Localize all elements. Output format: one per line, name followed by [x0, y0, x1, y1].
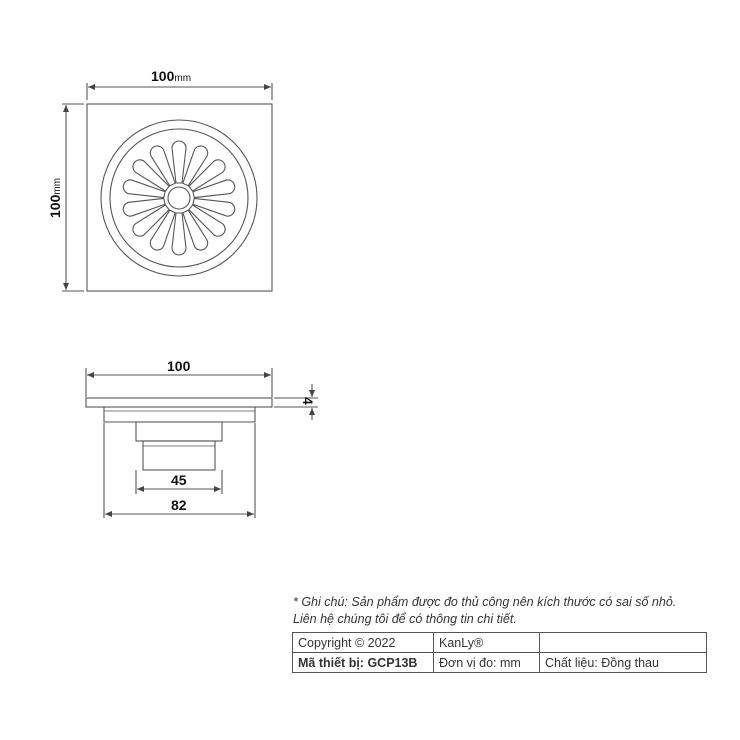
petal-slot [130, 202, 172, 239]
model-cell: Mã thiết bị: GCP13B [293, 653, 434, 673]
note-line-2: Liên hệ chúng tôi để có thông tin chi tiết. [293, 612, 517, 626]
material-cell: Chất liệu: Đồng thau [540, 653, 707, 673]
petal-slot [122, 195, 166, 218]
note-line-1: * Ghi chú: Sản phẩm được đo thủ công nên kích thước có sai số nhỏ. [293, 595, 677, 609]
side-top-width-label: 100 [167, 358, 191, 374]
petal-slot [192, 195, 236, 218]
petal-slot [186, 157, 228, 194]
grate-center-hub [168, 187, 190, 209]
top-view [62, 83, 272, 291]
petal-slot [130, 157, 172, 194]
grate-outer-ring [101, 120, 257, 276]
body-width-label: 82 [171, 497, 187, 513]
note-block [293, 594, 733, 628]
top-width-label: 100mm [151, 68, 192, 84]
petal-slot [172, 141, 186, 183]
petal-slot [172, 213, 186, 255]
grate-petal-slots [122, 141, 236, 255]
side-plate [86, 398, 272, 407]
info-table [292, 632, 707, 673]
top-height-label: 100mm [47, 177, 63, 218]
copyright-cell: Copyright © 2022 [293, 633, 434, 653]
side-outlet-pipe [143, 441, 215, 470]
thickness-label: 4 [300, 397, 316, 405]
brand-cell: KanLy® [434, 633, 540, 653]
empty-cell [540, 633, 707, 653]
grate-inner-ring [110, 129, 248, 267]
side-outlet-collar [136, 422, 222, 441]
petal-slot [186, 202, 228, 239]
petal-slot [192, 178, 236, 201]
outlet-width-label: 45 [171, 472, 187, 488]
grate-square-plate [87, 104, 272, 291]
side-body [104, 407, 255, 422]
side-view [86, 368, 318, 518]
unit-cell: Đơn vị đo: mm [434, 653, 540, 673]
petal-slot [122, 178, 166, 201]
